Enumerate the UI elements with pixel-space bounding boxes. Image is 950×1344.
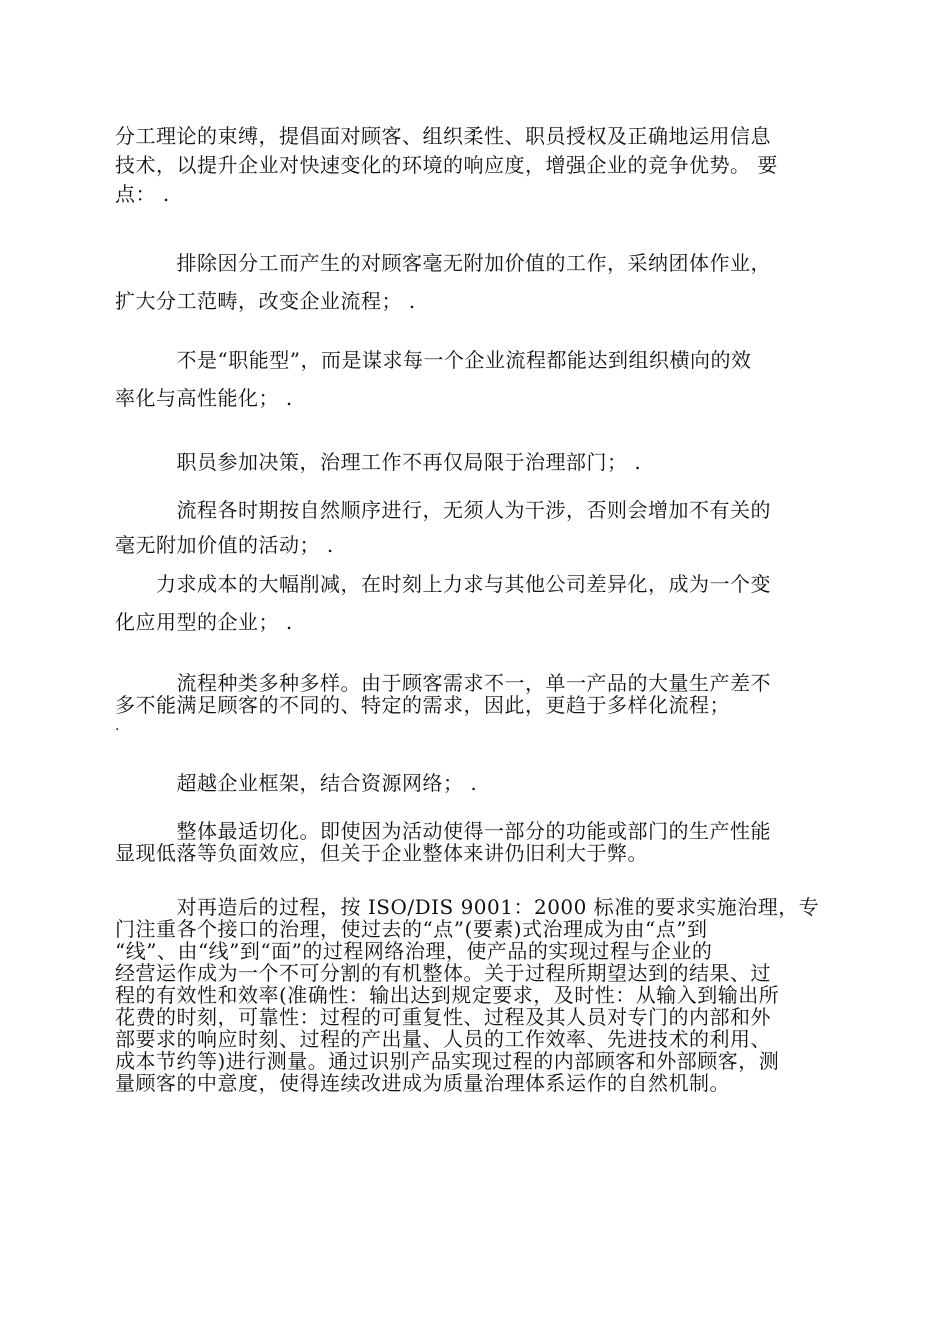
text-line: .: [115, 718, 120, 734]
text-line: 毫无附加价值的活动； .: [115, 533, 334, 557]
text-line: 超越企业框架，结合资源网络； .: [115, 771, 478, 795]
text-line: 点： .: [115, 182, 170, 206]
text-line: 程的有效性和效率(准确性：输出达到规定要求，及时性：从输入到输出所: [115, 983, 780, 1007]
text-line: 化应用型的企业； .: [115, 610, 293, 634]
text-line: 力求成本的大幅削减，在时刻上力求与其他公司差异化，成为一个变: [115, 572, 771, 596]
paragraph-2: [115, 346, 830, 413]
text-line: 多不能满足顾客的不同的、特定的需求，因此，更趋于多样化流程；: [115, 693, 730, 717]
text-line: 部要求的响应时刻、过程的产出量、人员的工作效率、先进技术的利用、: [115, 1027, 771, 1051]
text-line: 显现低落等负面效应，但关于企业整体来讲仍旧利大于弊。: [115, 841, 648, 865]
text-line: 门注重各个接口的治理，使过去的“点”(要素)式治理成为由“点”到: [115, 917, 708, 941]
paragraph-5: [115, 570, 830, 637]
paragraph-1: [115, 249, 830, 316]
text-line: 扩大分工范畴，改变企业流程； .: [115, 289, 416, 313]
paragraph-6: [115, 672, 830, 736]
text-line: 对再造后的过程，按 ISO/DIS 9001：2000 标准的要求实施治理，专: [115, 895, 820, 919]
text-line: 排除因分工而产生的对顾客毫无附加价值的工作，采纳团体作业，: [115, 251, 771, 275]
text-line: 职员参加决策，治理工作不再仅局限于治理部门； .: [115, 450, 642, 474]
text-line: 量顾客的中意度，使得连续改进成为质量治理体系运作的自然机制。: [115, 1071, 730, 1095]
text-line: 整体最适切化。即使因为活动使得一部分的功能或部门的生产性能: [115, 819, 771, 843]
text-line: 花费的时刻，可靠性：过程的可重复性、过程及其人员对专门的内部和外: [115, 1005, 771, 1029]
text-line: 率化与高性能化； .: [115, 386, 293, 410]
text-line: 经营运作成为一个不可分割的有机整体。关于过程所期望达到的结果、过: [115, 961, 771, 985]
paragraph-8: [115, 820, 830, 864]
paragraph-3: [115, 448, 830, 477]
text-line: 分工理论的束缚，提倡面对顾客、组织柔性、职员授权及正确地运用信息: [115, 124, 771, 148]
text-line: 流程各时期按自然顺序进行，无须人为干涉，否则会增加不有关的: [115, 498, 771, 522]
text-line: “线”、由“线”到“面”的过程网络治理，使产品的实现过程与企业的: [115, 939, 713, 963]
paragraph-7: [115, 769, 830, 798]
paragraph-9: [115, 896, 830, 1094]
paragraph-4: [115, 496, 830, 560]
intro-paragraph: [115, 122, 830, 209]
text-line: 流程种类多种多样。由于顾客需求不一，单一产品的大量生产差不: [115, 671, 771, 695]
text-line: 成本节约等)进行测量。通过识别产品实现过程的内部顾客和外部顾客，测: [115, 1049, 780, 1073]
text-line: 不是“职能型”，而是谋求每一个企业流程都能达到组织横向的效: [115, 348, 752, 372]
text-line: 技术，以提升企业对快速变化的环境的响应度，增强企业的竞争优势。 要: [115, 153, 778, 177]
